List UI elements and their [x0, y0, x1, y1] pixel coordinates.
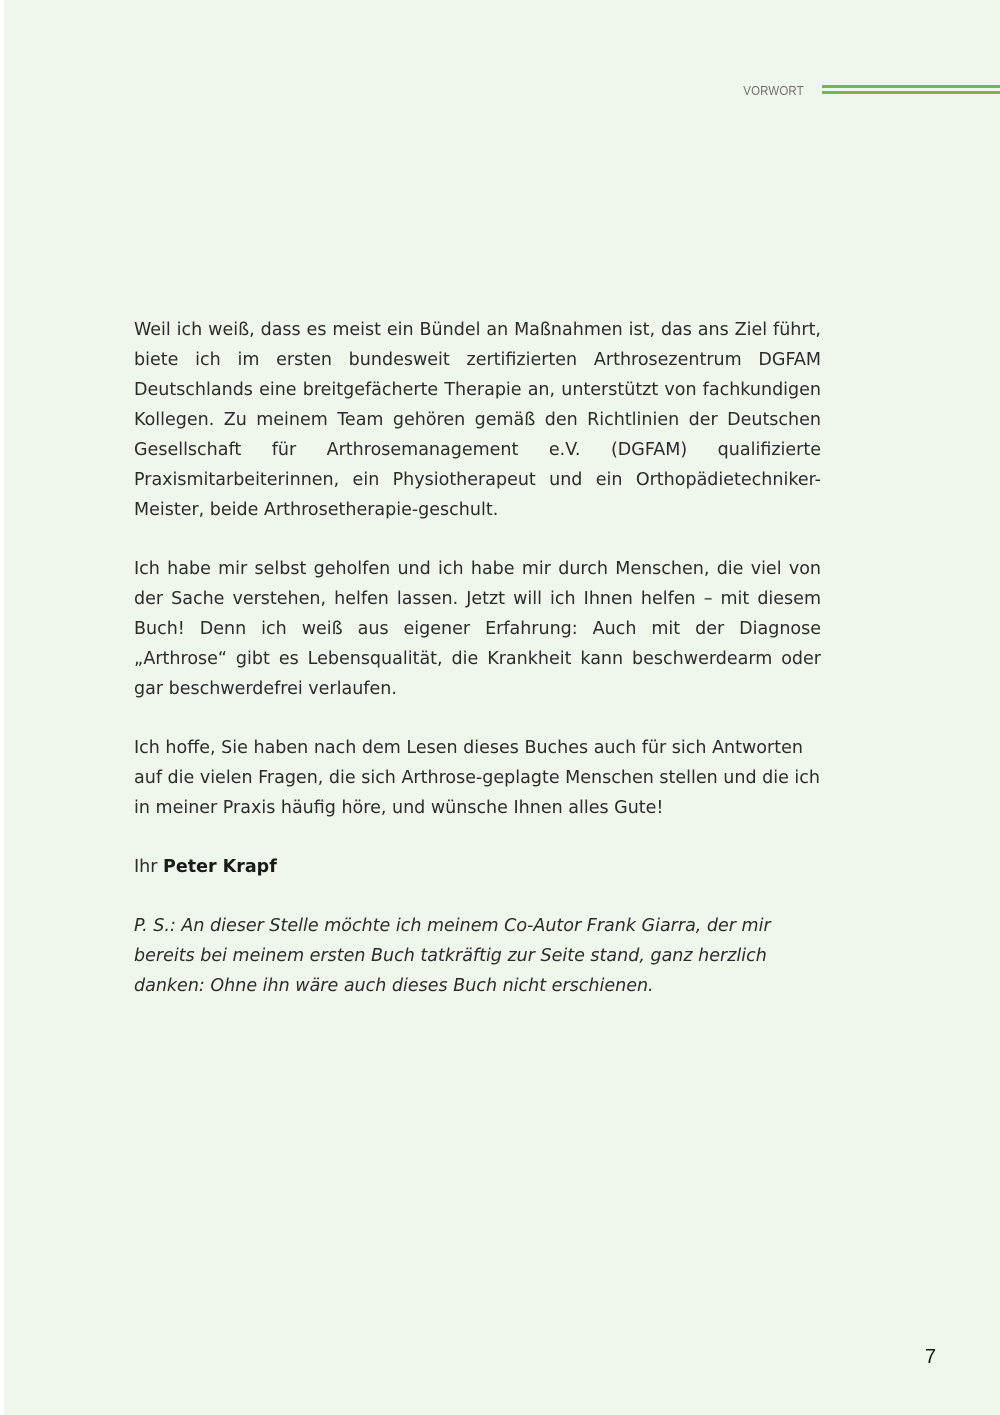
postscript: P. S.: An dieser Stelle möchte ich meinem Co-Autor Frank Giarra, der mir bereits bei meinem ersten Buch tatkräftig zur Seite stand, ganz herzlich danken: Ohne ihn wäre auch dieses Buch nicht erschienen.: [134, 916, 771, 996]
paragraph-2: Ich habe mir selbst geholfen und ich habe mir durch Menschen, die viel von der Sache verstehen, helfen lassen. Jetzt will ich Ihnen helfen – mit diesem Buch! Denn ich weiß aus eigener Erfahrung: Auch mit der Diagnose „Arthrose“ gibt es Lebensqualität, die Krankheit kann beschwerdearm oder gar beschwerdefrei verlaufen.: [134, 559, 821, 699]
header-accent-rule: [822, 85, 1000, 94]
body-text: [134, 315, 821, 1030]
book-page: [4, 0, 1000, 1415]
signature: [134, 852, 821, 882]
accent-bar-bottom: [822, 91, 1000, 94]
accent-bar-top: [822, 85, 1000, 88]
page-number: 7: [924, 1346, 936, 1368]
author-name: Peter Krapf: [163, 857, 277, 877]
paragraph-3: Ich hoffe, Sie haben nach dem Lesen dieses Buches auch für sich Antworten auf die vielen Fragen, die sich Arthrose-geplagte Menschen stellen und die ich in meiner Praxis häufig höre, und wünsche Ihnen alles Gute!: [134, 738, 820, 818]
paragraph-1: Weil ich weiß, dass es meist ein Bündel an Maßnahmen ist, das ans Ziel führt, biete ich im ersten bundesweit zertifizierten Arthrosezentrum DGFAM Deutschlands eine breitgefächerte Therapie an, unterstützt von fachkundigen Kollegen. Zu meinem Team gehören gemäß den Richtlinien der Deutschen Gesellschaft für Arthrosemanagement e.V. (DGFAM) qualifizierte Praxismitarbeiterinnen, ein Physiotherapeut und ein Orthopädietechniker-Meister, beide Arthrosetherapie-geschult.: [134, 320, 821, 520]
section-label: VORWORT: [743, 83, 804, 98]
signature-prefix: Ihr: [134, 857, 164, 877]
